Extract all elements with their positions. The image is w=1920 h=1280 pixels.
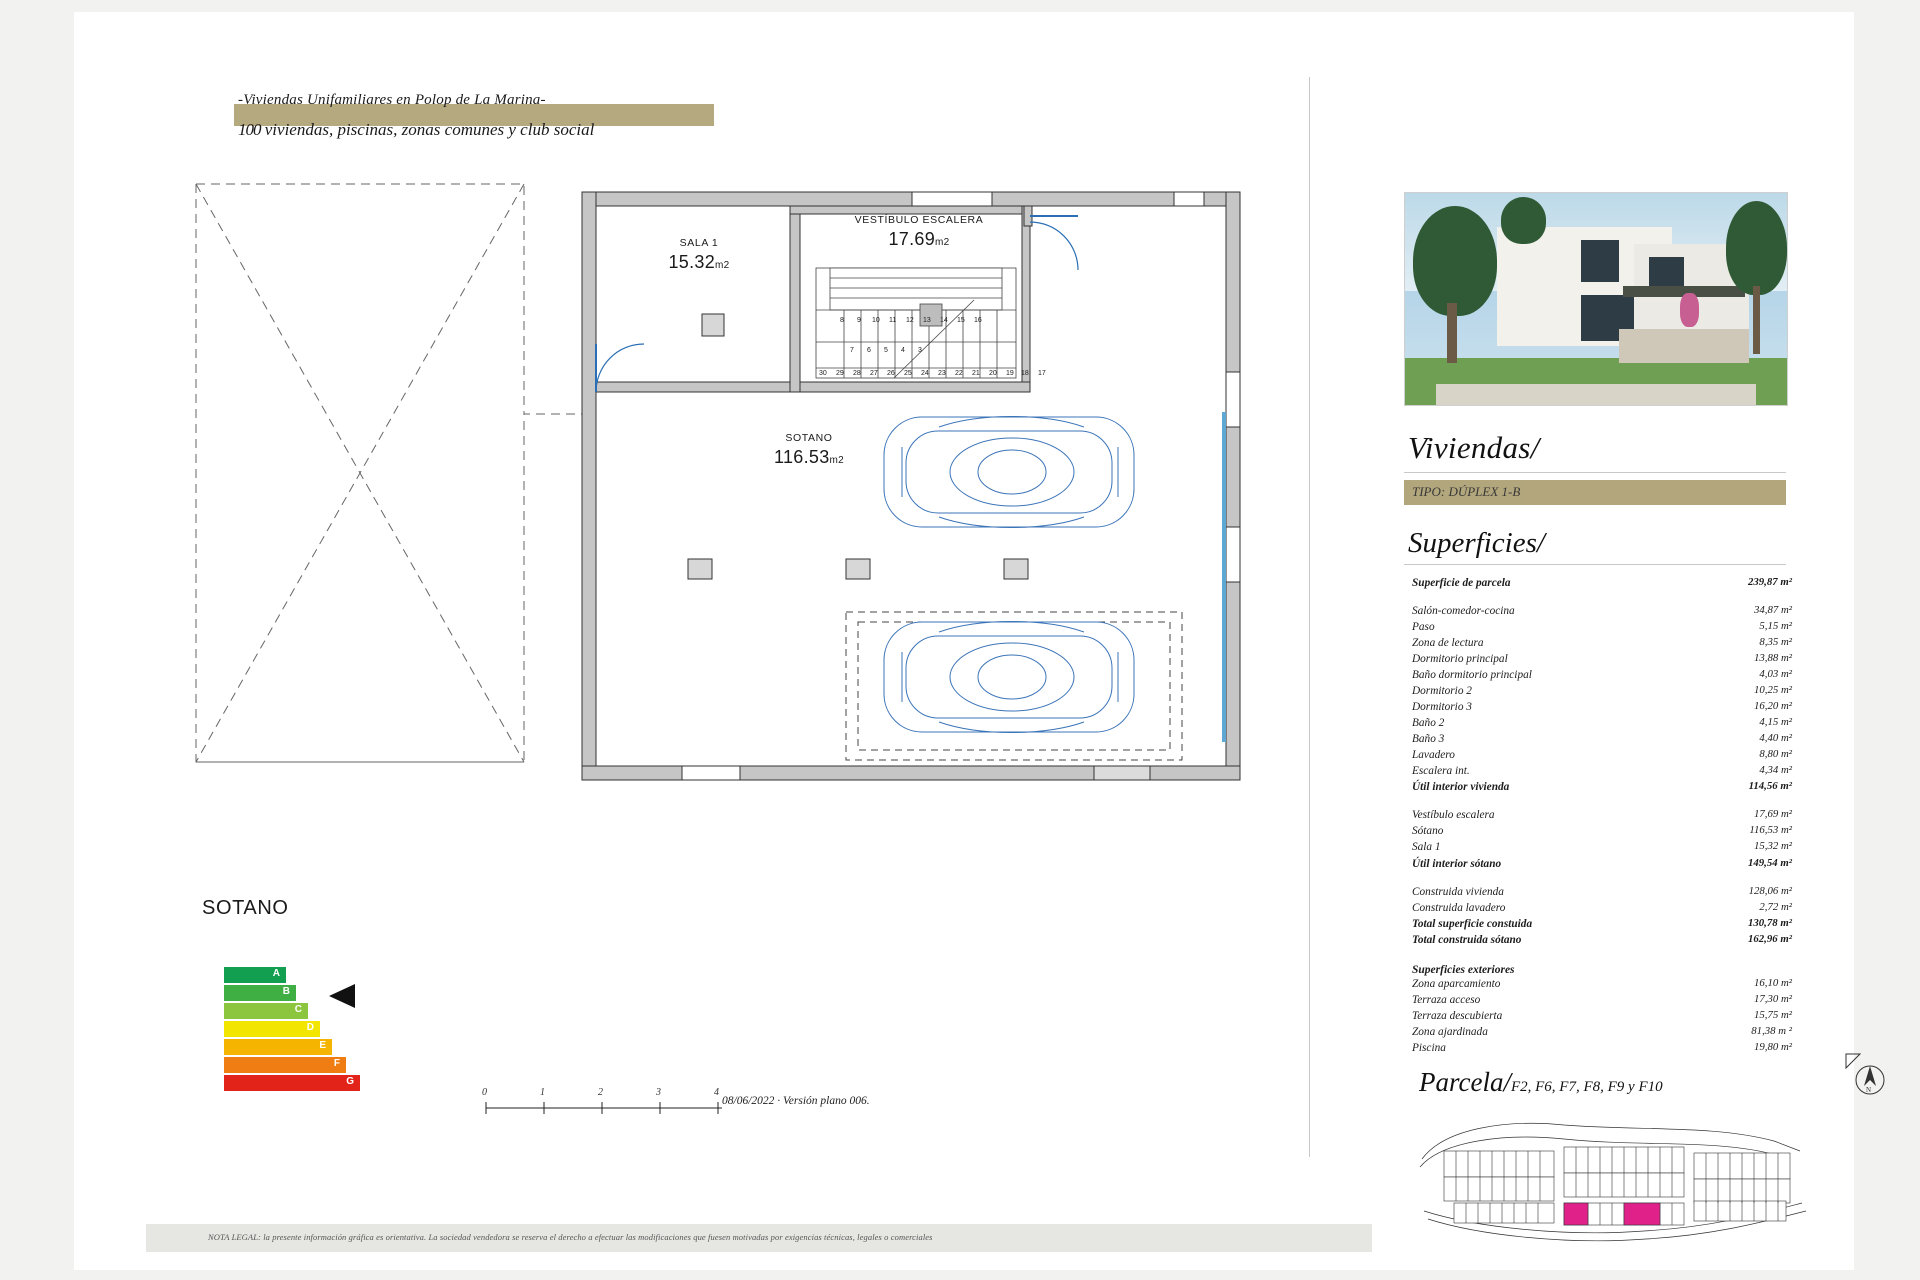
energy-grade-label: E <box>319 1040 326 1051</box>
energy-grade-label: D <box>306 1022 314 1033</box>
legal-note-text: NOTA LEGAL: la presente información gráfica es orientativa. La sociedad vendedora se reserva el derecho a efectuar las modificaciones que fuesen motivadas por exigencias técnicas, legales o comerciales <box>208 1232 933 1242</box>
area-row <box>1404 667 1794 683</box>
energy-selected-pointer <box>329 984 355 1008</box>
area-row <box>1404 992 1794 1008</box>
room-label-sala1 <box>634 237 764 273</box>
area-value: 130,78 m² <box>1747 916 1792 929</box>
area-value: 16,10 m² <box>1753 976 1792 989</box>
area-value: 4,34 m² <box>1759 764 1792 777</box>
project-subtitle-text: viviendas, piscinas, zonas comunes y club social <box>264 120 595 139</box>
area-label: Baño 3 <box>1412 733 1445 746</box>
floor-plan-drawing <box>194 182 1284 882</box>
room-area: 116.53m2 <box>773 447 845 467</box>
area-label: Zona de lectura <box>1412 637 1484 650</box>
area-row <box>1404 619 1794 635</box>
area-row <box>1404 635 1794 651</box>
area-value: 114,56 m² <box>1748 780 1792 793</box>
svg-text:10: 10 <box>872 317 880 324</box>
floor-level-name: SOTANO <box>202 897 289 919</box>
area-value: 4,03 m² <box>1759 668 1792 681</box>
area-row <box>1404 747 1794 763</box>
energy-bar-c <box>224 1003 308 1019</box>
area-total-row <box>1404 779 1794 795</box>
area-value: 5,15 m² <box>1759 620 1792 633</box>
energy-bar-d <box>224 1021 320 1037</box>
project-unit-count: 100 <box>238 120 261 139</box>
sheet-title-block <box>234 92 794 140</box>
area-label: Zona aparcamiento <box>1412 977 1501 990</box>
energy-bar-g <box>224 1075 360 1091</box>
parcela-subtitle: F2, F6, F7, F8, F9 y F10 <box>1510 1079 1663 1095</box>
svg-text:22: 22 <box>955 370 963 377</box>
area-label: Terraza acceso <box>1412 993 1481 1006</box>
area-label: Lavadero <box>1412 749 1455 762</box>
energy-grade-label: B <box>282 986 290 997</box>
area-row <box>1404 763 1794 779</box>
svg-text:29: 29 <box>836 370 844 377</box>
heading-rule <box>1404 472 1786 473</box>
area-value: 15,32 m² <box>1753 840 1792 853</box>
svg-text:3: 3 <box>918 347 922 354</box>
svg-text:N: N <box>1866 1086 1872 1094</box>
parcela-heading <box>1419 1067 1663 1098</box>
area-row <box>1404 807 1794 823</box>
energy-bar-e <box>224 1039 332 1055</box>
svg-text:7: 7 <box>850 347 854 354</box>
area-row <box>1404 839 1794 855</box>
area-value: 16,20 m² <box>1753 700 1792 713</box>
svg-text:19: 19 <box>1006 370 1014 377</box>
area-row <box>1404 1024 1794 1040</box>
area-value: 162,96 m² <box>1747 932 1792 945</box>
room-label-vestibulo <box>804 214 1034 250</box>
energy-grade-label: F <box>333 1058 340 1069</box>
area-value: 81,38 m ² <box>1751 1024 1792 1037</box>
area-row <box>1404 976 1794 992</box>
area-label: Dormitorio principal <box>1412 653 1508 666</box>
svg-text:11: 11 <box>889 317 897 324</box>
plan-sheet <box>74 12 1872 1270</box>
area-label: Salón-comedor-cocina <box>1412 605 1515 618</box>
exteriors-heading: Superficies exteriores <box>1412 963 1515 976</box>
right-info-column <box>1404 192 1794 1056</box>
area-label: Total superficie constuida <box>1412 917 1533 930</box>
room-name: VESTÍBULO ESCALERA <box>854 214 984 226</box>
area-value: 17,30 m² <box>1753 992 1792 1005</box>
svg-text:28: 28 <box>853 370 861 377</box>
scale-bar <box>482 1087 732 1115</box>
svg-text:27: 27 <box>870 370 878 377</box>
area-value: 34,87 m² <box>1753 604 1792 617</box>
area-row <box>1404 1040 1794 1056</box>
area-label: Terraza descubierta <box>1412 1009 1503 1022</box>
area-label: Sótano <box>1412 825 1444 838</box>
area-row <box>1404 731 1794 747</box>
scale-tick: 2 <box>598 1087 603 1098</box>
svg-text:18: 18 <box>1021 370 1029 377</box>
superficies-heading: Superficies/ <box>1408 527 1545 559</box>
area-total-row <box>1404 856 1794 872</box>
area-label: Sala 1 <box>1412 841 1441 854</box>
svg-text:6: 6 <box>867 347 871 354</box>
area-row-parcela <box>1404 575 1794 591</box>
energy-grade-label: A <box>272 968 280 979</box>
scale-ticks <box>482 1087 732 1099</box>
area-label: Dormitorio 3 <box>1412 701 1472 714</box>
scale-tick: 1 <box>540 1087 545 1098</box>
area-total-row <box>1404 916 1794 932</box>
area-row <box>1404 900 1794 916</box>
area-value: 239,87 m² <box>1747 576 1792 588</box>
area-label: Baño 2 <box>1412 717 1445 730</box>
area-value: 128,06 m² <box>1748 884 1792 897</box>
svg-text:9: 9 <box>857 317 861 324</box>
area-label: Escalera int. <box>1412 765 1470 778</box>
area-value: 19,80 m² <box>1753 1040 1792 1053</box>
room-label-sotano <box>719 432 899 468</box>
svg-text:8: 8 <box>840 317 844 324</box>
project-title: -Viviendas Unifamiliares en Polop de La Marina- <box>238 92 546 108</box>
area-row <box>1404 651 1794 667</box>
area-label: Dormitorio 2 <box>1412 685 1472 698</box>
area-label: Útil interior sótano <box>1412 857 1502 870</box>
svg-text:21: 21 <box>972 370 980 377</box>
svg-text:4: 4 <box>901 347 905 354</box>
energy-bar-a <box>224 967 286 983</box>
compass-icon <box>1844 1052 1890 1098</box>
svg-text:25: 25 <box>904 370 912 377</box>
area-value: 15,75 m² <box>1753 1008 1792 1021</box>
plan-version-text: 08/06/2022 · Versión plano 006. <box>722 1095 870 1107</box>
svg-text:5: 5 <box>884 347 888 354</box>
parcela-title: Parcela/ <box>1419 1067 1511 1097</box>
energy-grade-label: C <box>294 1004 302 1015</box>
area-label: Total construida sótano <box>1412 933 1522 946</box>
area-value: 149,54 m² <box>1747 856 1792 869</box>
area-label: Baño dormitorio principal <box>1412 669 1532 682</box>
area-row <box>1404 1008 1794 1024</box>
area-row <box>1404 603 1794 619</box>
building-render-photo <box>1404 192 1788 406</box>
energy-grade-label: G <box>346 1076 354 1087</box>
area-row <box>1404 699 1794 715</box>
svg-text:30: 30 <box>819 370 827 377</box>
scale-tick: 4 <box>714 1087 719 1098</box>
svg-text:26: 26 <box>887 370 895 377</box>
area-label: Paso <box>1412 621 1435 634</box>
svg-text:15: 15 <box>957 317 965 324</box>
legal-note-bar <box>146 1224 1372 1252</box>
area-row <box>1404 683 1794 699</box>
scale-tick: 3 <box>656 1087 661 1098</box>
svg-text:13: 13 <box>923 317 931 324</box>
area-label: Piscina <box>1412 1041 1446 1054</box>
superficies-rule <box>1404 564 1786 565</box>
svg-text:24: 24 <box>921 370 929 377</box>
area-row <box>1404 823 1794 839</box>
svg-text:20: 20 <box>989 370 997 377</box>
svg-text:16: 16 <box>974 317 982 324</box>
area-label: Construida vivienda <box>1412 885 1504 898</box>
area-value: 2,72 m² <box>1759 900 1792 913</box>
area-label: Construida lavadero <box>1412 901 1506 914</box>
area-value: 17,69 m² <box>1753 808 1792 821</box>
area-label: Vestíbulo escalera <box>1412 809 1495 822</box>
energy-bar-b <box>224 985 296 1001</box>
area-value: 8,80 m² <box>1759 748 1792 761</box>
tipo-label: TIPO: DÚPLEX 1-B <box>1412 484 1521 499</box>
area-value: 116,53 m² <box>1749 824 1792 837</box>
room-name: SALA 1 <box>679 237 719 249</box>
tipo-band <box>1404 480 1786 505</box>
svg-text:12: 12 <box>906 317 914 324</box>
area-value: 4,40 m² <box>1759 732 1792 745</box>
area-value: 13,88 m² <box>1753 652 1792 665</box>
area-label: Útil interior vivienda <box>1412 781 1510 794</box>
area-label: Zona ajardinada <box>1412 1025 1488 1038</box>
area-value: 8,35 m² <box>1759 636 1792 649</box>
area-value: 10,25 m² <box>1753 684 1792 697</box>
site-plan-map <box>1414 1107 1814 1247</box>
viviendas-heading: Viviendas/ <box>1408 430 1540 465</box>
svg-text:14: 14 <box>940 317 948 324</box>
area-label: Superficie de parcela <box>1412 577 1511 589</box>
column-divider <box>1309 77 1310 1157</box>
energy-bar-f <box>224 1057 346 1073</box>
svg-text:23: 23 <box>938 370 946 377</box>
room-area: 15.32m2 <box>668 252 730 272</box>
area-value: 4,15 m² <box>1759 716 1792 729</box>
room-area: 17.69m2 <box>888 229 950 249</box>
scale-tick: 0 <box>482 1087 487 1098</box>
svg-text:17: 17 <box>1038 370 1046 377</box>
project-subtitle <box>234 120 794 140</box>
area-row <box>1404 715 1794 731</box>
area-row <box>1404 884 1794 900</box>
room-name: SOTANO <box>785 432 833 444</box>
area-total-row <box>1404 932 1794 948</box>
